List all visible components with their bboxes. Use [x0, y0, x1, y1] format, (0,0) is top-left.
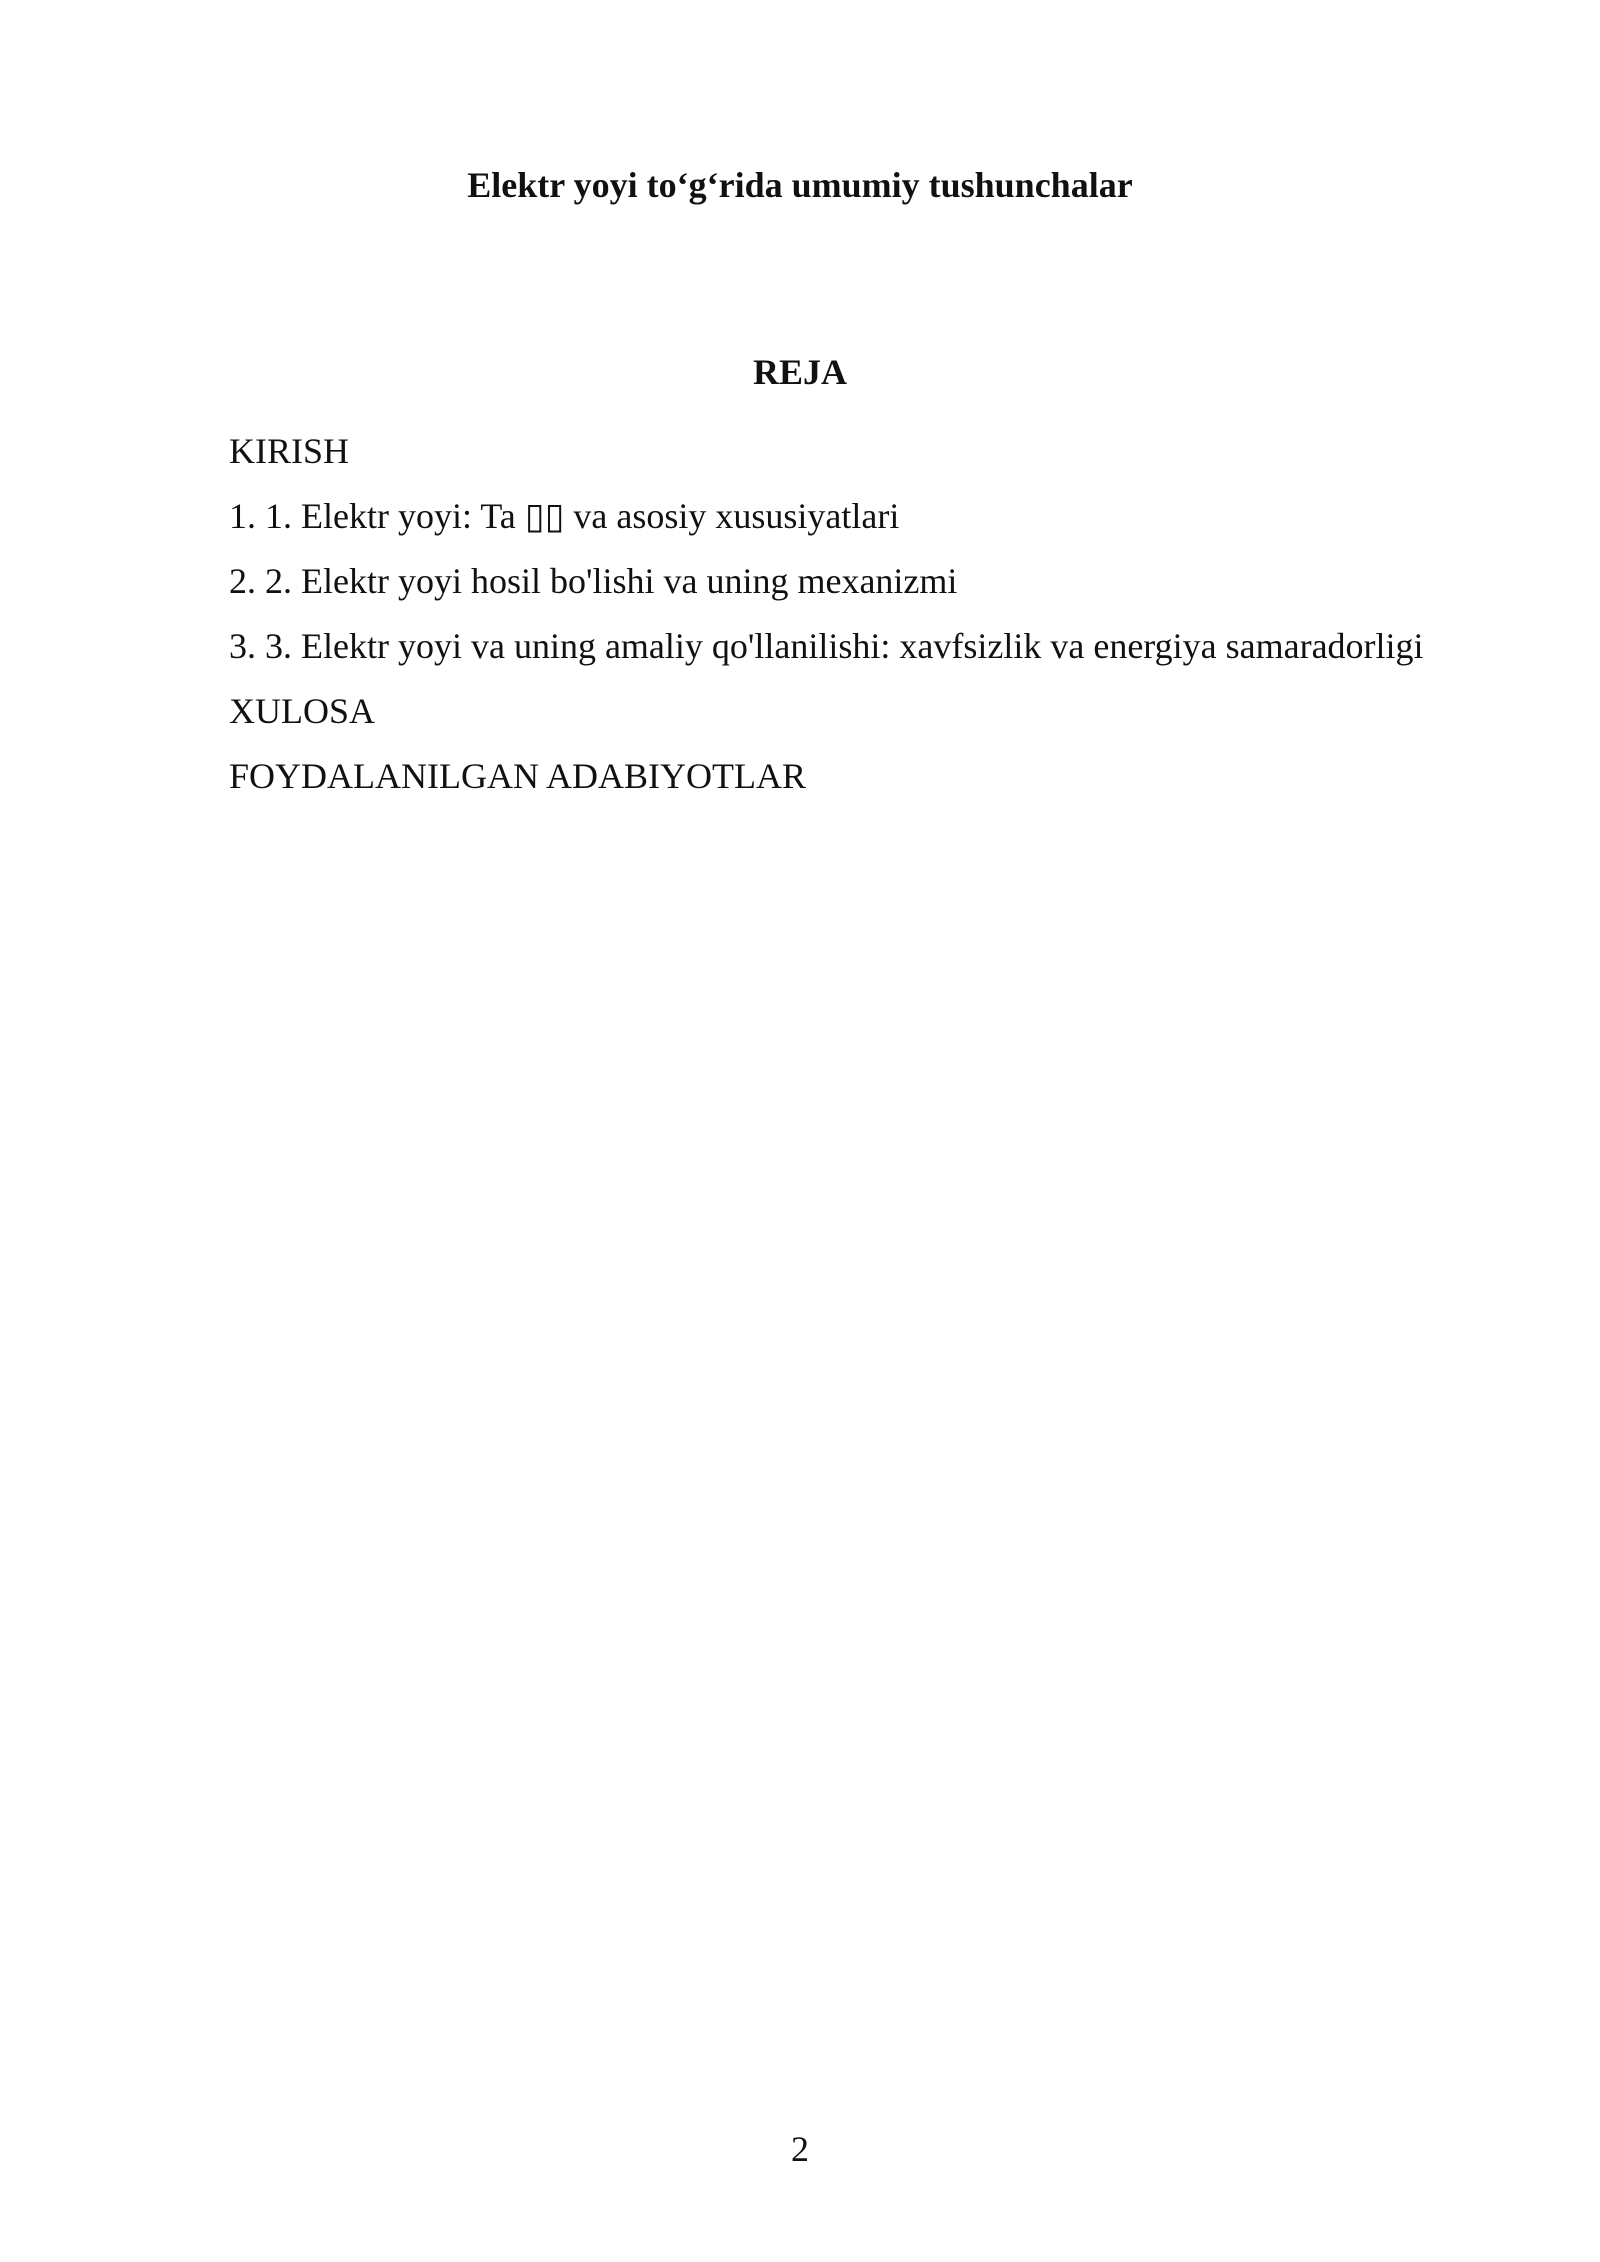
- plan-item-1: 1. 1. Elektr yoyi: Ta ▯▯ va asosiy xususiyatlari: [229, 496, 900, 536]
- plan-item-3: 3. 3. Elektr yoyi va uning amaliy qo'llanilishi: xavfsizlik va energiya samaradorligi: [229, 626, 1424, 666]
- plan-item-2: 2. 2. Elektr yoyi hosil bo'lishi va uning mexanizmi: [229, 561, 958, 601]
- plan-list: [229, 419, 1569, 809]
- plan-item-references: FOYDALANILGAN ADABIYOTLAR: [229, 756, 806, 796]
- plan-item-introduction: KIRISH: [229, 431, 350, 471]
- plan-heading: REJA: [752, 352, 847, 392]
- plan-item-conclusion: XULOSA: [229, 691, 376, 731]
- document-title: Elektr yoyi to‘g‘rida umumiy tushunchalar: [467, 165, 1133, 205]
- page-number: 2: [791, 2129, 809, 2169]
